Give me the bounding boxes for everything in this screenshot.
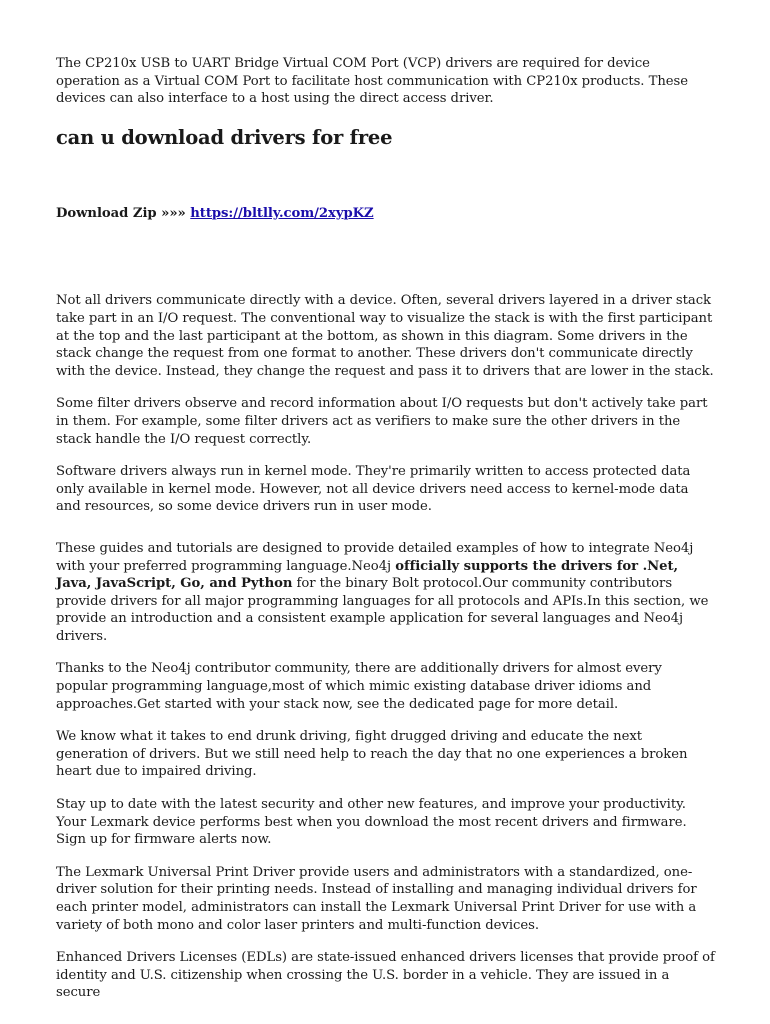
- neo4j-text-after: for the binary Bolt protocol.Our community contributors provide drivers for all major programming languages for all protocols and APIs.In this section, we provide an introduction and a consistent example application for several languages and Neo4j drivers.: [56, 576, 709, 644]
- neo4j-supported-drivers: officially supports the drivers for .Net, Java, JavaScript, Go, and Python: [56, 558, 679, 592]
- paragraph-enhanced-licenses: Enhanced Drivers Licenses (EDLs) are state-issued enhanced drivers licenses that provide proof of identity and U.S. citizenship when crossing the U.S. border in a vehicle. They are issued in a secure: [56, 950, 715, 1001]
- paragraph-lexmark-updates: Stay up to date with the latest security and other new features, and improve your productivity. Your Lexmark device performs best when you download the most recent drivers and firmware. Sign up for firmware alerts now.: [56, 797, 687, 848]
- intro-paragraph: The CP210x USB to UART Bridge Virtual COM Port (VCP) drivers are required for device operation as a Virtual COM Port to facilitate host communication with CP210x products. These devices can also interface to a host using the direct access driver.: [56, 56, 688, 107]
- download-line: [56, 205, 716, 223]
- paragraph-neo4j-guides: [56, 540, 716, 646]
- paragraph-lexmark-universal-driver: The Lexmark Universal Print Driver provide users and administrators with a standardized, one-driver solution for their printing needs. Instead of installing and managing individual drivers for each printer model, administrators can install the Lexmark Universal Print Driver for use with a variety of both mono and color laser printers and multi-function devices.: [56, 864, 697, 933]
- download-link[interactable]: https://bltlly.com/2xypKZ: [190, 205, 374, 221]
- paragraph-neo4j-community: Thanks to the Neo4j contributor community, there are additionally drivers for almost every popular programming language,most of which mimic existing database driver idioms and approaches.Get started with your stack now, see the dedicated page for more detail.: [56, 661, 662, 712]
- document-page: [56, 55, 716, 1017]
- download-label: Download Zip »»»: [56, 205, 186, 221]
- paragraph-driver-stack: Not all drivers communicate directly with a device. Often, several drivers layered in a driver stack take part in an I/O request. The conventional way to visualize the stack is with the first participant at the top and the last participant at the bottom, as shown in this diagram. Some drivers in the stack change the request from one format to another. These drivers don't communicate directly with the device. Instead, they change the request and pass it to drivers that are lower in the stack.: [56, 293, 714, 379]
- page-title: can u download drivers for free: [56, 125, 393, 149]
- neo4j-text-before: These guides and tutorials are designed to provide detailed examples of how to integrate Neo4j with your preferred programming language.Neo4j: [56, 540, 694, 574]
- paragraph-software-drivers: Software drivers always run in kernel mode. They're primarily written to access protected data only available in kernel mode. However, not all device drivers need access to kernel-mode data and resources, so some device drivers run in user mode.: [56, 464, 691, 515]
- paragraph-drunk-driving: We know what it takes to end drunk driving, fight drugged driving and educate the next generation of drivers. But we still need help to reach the day that no one experiences a broken heart due to impaired driving.: [56, 729, 688, 780]
- paragraph-filter-drivers: Some filter drivers observe and record information about I/O requests but don't actively take part in them. For example, some filter drivers act as verifiers to make sure the other drivers in the stack handle the I/O request correctly.: [56, 396, 708, 447]
